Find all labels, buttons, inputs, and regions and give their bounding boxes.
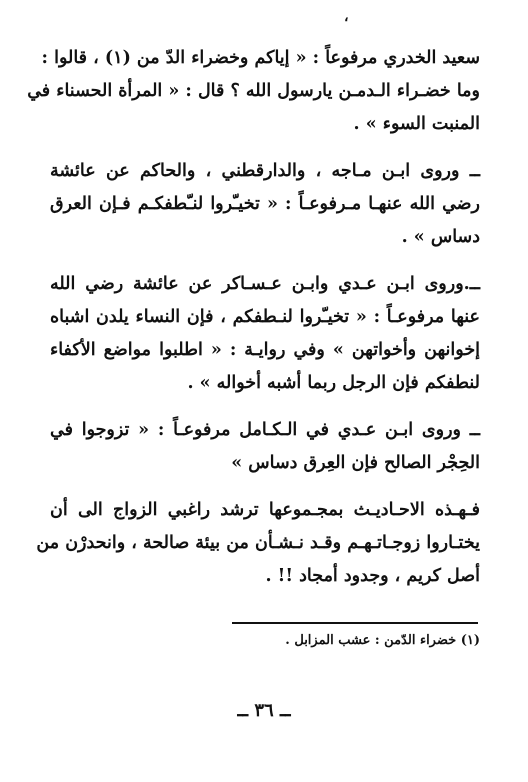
page-number: ــ ٣٦ ــ — [237, 700, 291, 721]
text-line: أصل كريم ، وجدود أمجاد !! . — [265, 566, 480, 586]
text-line: رضي الله عنهـا مـرفوعـاً : « تخيـّروا لنـّطفكـم فـإن العرق — [50, 194, 480, 214]
text-line: دساس » . — [401, 227, 480, 247]
paragraph-ibn-adi-asakir — [50, 268, 480, 400]
footnote: (١) خضراء الدّمن : عشب المزابل . — [285, 633, 480, 648]
text-line: ــ وروى ابـن مـاجه ، والدارقطني ، والحاكم عن عائشة — [50, 161, 480, 181]
text-line: سعيد الخدري مرفوعاً : « إياكم وخضراء الدّ من (١) ، قالوا : — [41, 48, 480, 68]
text-line: المنبت السوء » . — [353, 114, 480, 134]
body-text — [27, 42, 480, 607]
text-line: يختـاروا زوجـاتـهـم وقـد نـشـأن من بيئة صالحة ، وانحدرْن من — [36, 533, 480, 553]
text-line: لنطفكم فإن الرجل ربما أشبه أخواله » . — [187, 373, 480, 393]
text-line: عنها مرفوعـاً : « تخيـّروا لنـطفكم ، فإن النساء يلدن اشباه — [50, 307, 480, 327]
text-line: وما خضـراء الـدمـن يارسول الله ؟ قال : « المرأة الحسناء في — [27, 81, 480, 101]
text-line: ــ وروى ابـن عـدي في الـكـامل مرفوعـاً : « تزوجوا في — [50, 420, 480, 440]
paragraph-hadith-khadra — [27, 42, 480, 141]
text-line: إخوانهن وأخواتهن » وفي روايـة : « اطلبوا مواضع الأكفاء — [50, 340, 480, 360]
paragraph-conclusion — [36, 494, 480, 593]
text-line: فـهـذه الاحـاديـث بمجـموعها ترشد راغبي الزواج الى أن — [50, 500, 480, 520]
text-line: ــ.وروى ابـن عـدي وابـن عـسـاكر عن عائشة رضي الله — [50, 274, 480, 294]
paragraph-ibn-adi-kamil — [50, 414, 480, 480]
paragraph-ibn-majah — [50, 155, 480, 254]
text-line: الحِجْر الصالح فإن العِرق دساس » — [231, 453, 480, 473]
footnote-divider — [232, 622, 478, 624]
top-mark: ، — [344, 9, 349, 25]
